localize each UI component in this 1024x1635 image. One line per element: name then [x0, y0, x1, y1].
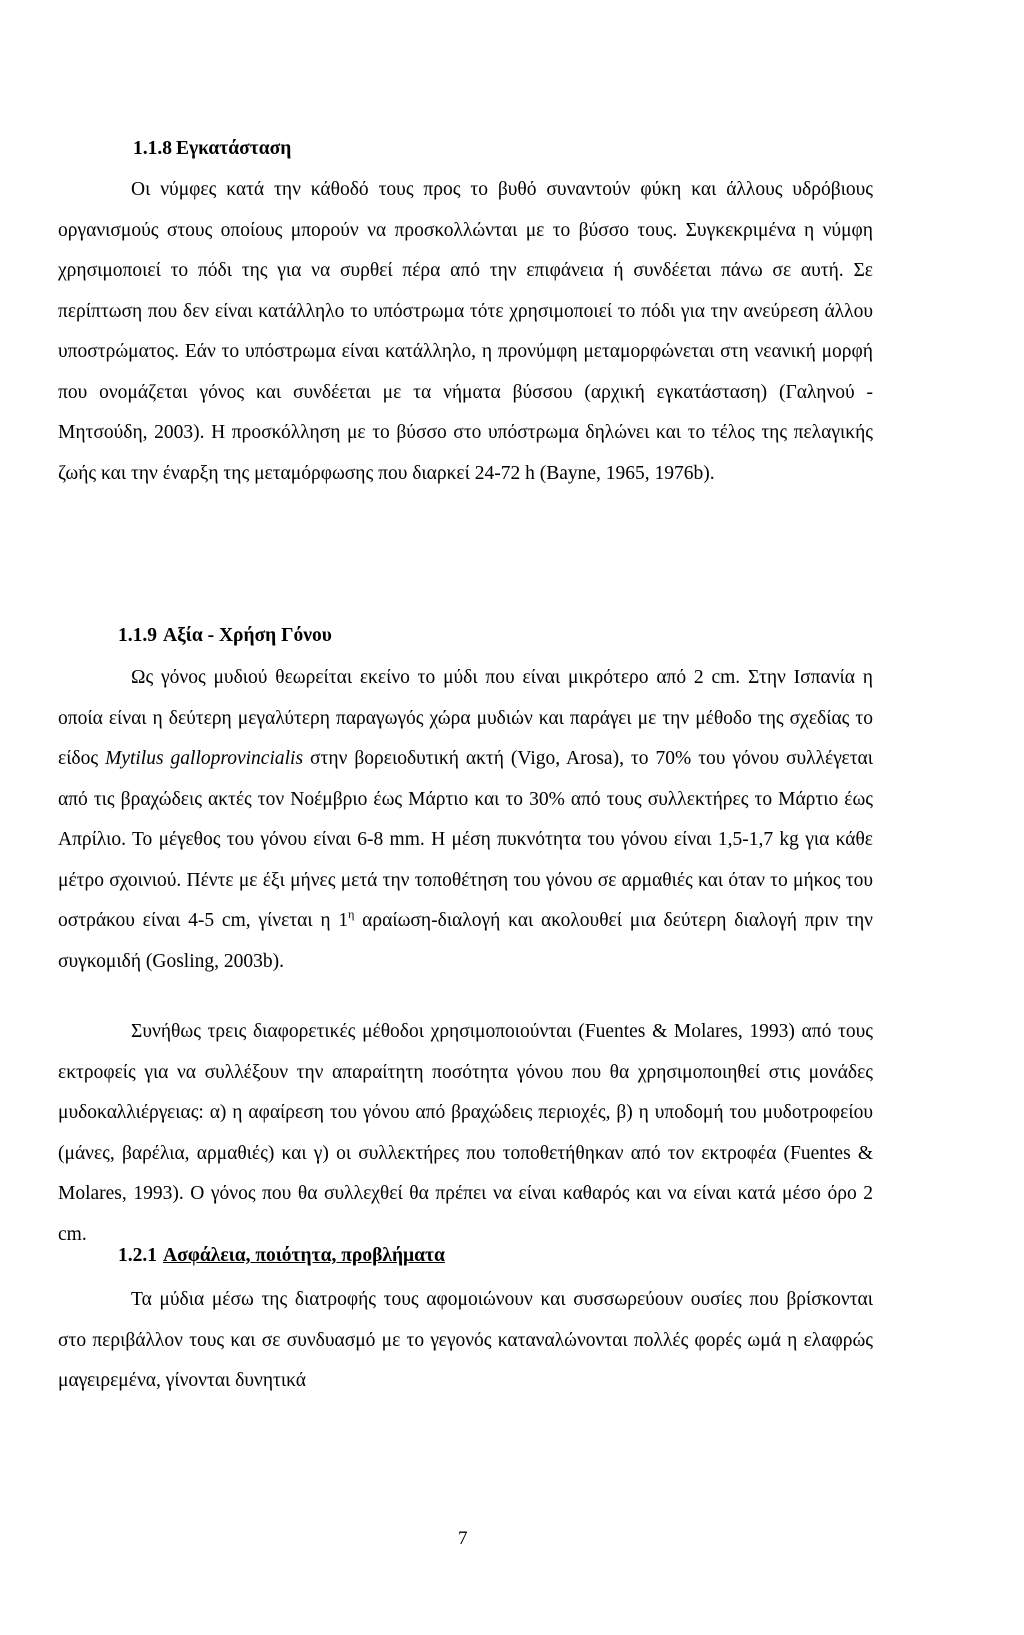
- section-number: 1.2.1: [118, 1245, 157, 1266]
- section-title: Αξία - Χρήση Γόνου: [163, 625, 332, 646]
- section-heading-seed-value: [118, 625, 332, 647]
- section-heading-safety: [118, 1245, 445, 1267]
- section-heading-installation: [133, 138, 291, 160]
- paragraph-text: στην βορειοδυτική ακτή (Vigo, Arosa), το 70% του γόνου συλλέγεται από τις βραχώδεις ακτές τον Νοέμβριο έως Μάρτιο και το 30% από τους συλλεκτήρες το Μάρτιο έως Απρίλιο. Το μέγεθος του γόνου είναι 6-8 mm. Η μέση πυκνότητα του γόνου είναι 1,5-1,7 kg για κάθε μέτρο σχοινιού. Πέντε με έξι μήνες μετά την τοποθέτηση του γόνου σε αρμαθιές και όταν το μήκος του οστράκου είναι 4-5 cm, γίνεται η 1: [58, 748, 873, 931]
- section-number: 1.1.8: [133, 138, 172, 159]
- paragraph-installation: Οι νύμφες κατά την κάθοδό τους προς το βυθό συναντούν φύκη και άλλους υδρόβιους οργανισμούς στους οποίους μπορούν να προσκολλώνται με το βύσσο τους. Συγκεκριμένα η νύμφη χρησιμοποιεί το πόδι της για να συρθεί πέρα από την επιφάνεια ή συνδέεται πάνω σε αυτή. Σε περίπτωση που δεν είναι κατάλληλο το υπόστρωμα τότε χρησιμοποιεί το πόδι για την ανεύρεση άλλου υποστρώματος. Εάν το υπόστρωμα είναι κατάλληλο, η προνύμφη μεταμορφώνεται στη νεανική μορφή που ονομάζεται γόνος και συνδέεται με τα νήματα βύσσου (αρχική εγκατάσταση) (Γαληνού - Μητσούδη, 2003). Η προσκόλληση με το βύσσο στο υπόστρωμα δηλώνει και το τέλος της πελαγικής ζωής και την έναρξη της μεταμόρφωσης που διαρκεί 24-72 h (Bayne, 1965, 1976b).: [58, 179, 873, 484]
- paragraph-seed-value: [58, 658, 873, 982]
- paragraph-text: αραίωση-διαλογή και ακολουθεί μια δεύτερη διαλογή πριν την συγκομιδή (Gosling, 2003b).: [58, 910, 873, 972]
- paragraph-seed-collection: Συνήθως τρεις διαφορετικές μέθοδοι χρησιμοποιούνται (Fuentes & Molares, 1993) από τους εκτροφείς για να συλλέξουν την απαραίτητη ποσότητα γόνου που θα χρησιμοποιηθεί στις μονάδες μυδοκαλλιέργειας: α) η αφαίρεση του γόνου από βραχώδεις περιοχές, β) η υποδομή του μυδοτροφείου (μάνες, βαρέλια, αρμαθιές) και γ) οι συλλεκτήρες που τοποθετήθηκαν από τον εκτροφέα (Fuentes & Molares, 1993). Ο γόνος που θα συλλεχθεί θα πρέπει να είναι καθαρός και να είναι κατά μέσο όρο 2 cm.: [58, 1021, 873, 1245]
- page-number: 7: [458, 1528, 468, 1549]
- species-name: Mytilus galloprovincialis: [105, 748, 304, 769]
- ordinal-superscript: η: [348, 907, 355, 921]
- paragraph-safety: Τα μύδια μέσω της διατροφής τους αφομοιώνουν και συσσωρεύουν ουσίες που βρίσκονται στο περιβάλλον τους και σε συνδυασμό με το γεγονός καταναλώνονται πολλές φορές ωμά η ελαφρώς μαγειρεμένα, γίνονται δυνητικά: [58, 1289, 873, 1391]
- paragraph-text: Ως γόνος μυδιού θεωρείται εκείνο το μύδι που είναι μικρότερο από 2 cm. Στην Ισπανία η οποία είναι η δεύτερη μεγαλύτερη παραγωγός χώρα μυδιών και παράγει με την μέθοδο της σχεδίας το είδος: [58, 667, 873, 769]
- section-title: Εγκατάσταση: [176, 138, 292, 159]
- section-number: 1.1.9: [118, 625, 157, 646]
- section-title: Ασφάλεια, ποιότητα, προβλήματα: [163, 1245, 445, 1266]
